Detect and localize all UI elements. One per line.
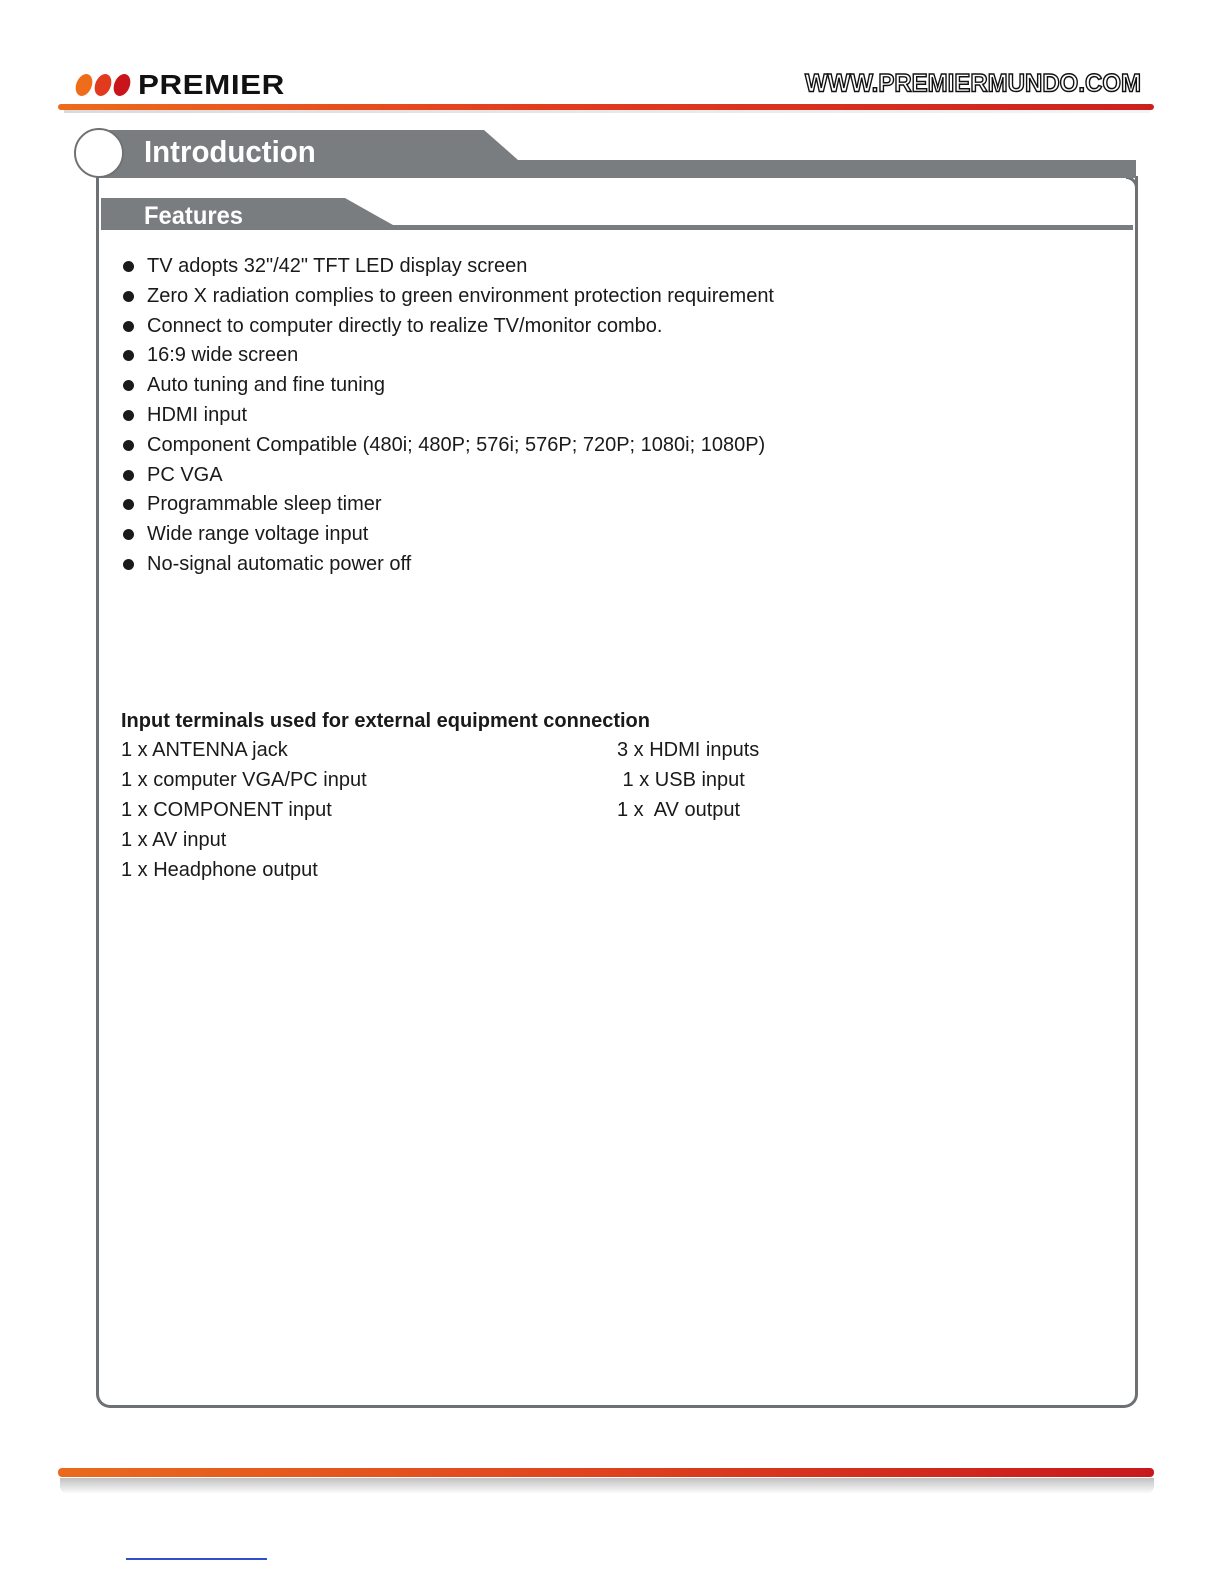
bullet-icon — [123, 499, 134, 510]
feature-text: No-signal automatic power off — [147, 552, 412, 575]
feature-text: HDMI input — [147, 403, 248, 426]
bullet-icon — [123, 440, 134, 451]
feature-item — [120, 550, 774, 580]
footer-divider — [58, 1468, 1154, 1477]
terminal-item: 1 x ANTENNA jack — [121, 739, 288, 761]
bullet-icon — [123, 261, 134, 272]
bullet-icon — [123, 350, 134, 361]
feature-item — [120, 520, 774, 550]
terminals-list-left — [121, 735, 367, 885]
features-list — [120, 252, 774, 580]
logo-dot-dark-red — [112, 74, 133, 96]
terminal-item: 1 x AV output — [617, 799, 741, 821]
feature-text: Connect to computer directly to realize TV/monitor combo. — [147, 314, 663, 337]
feature-item — [120, 490, 774, 520]
terminal-item: 1 x COMPONENT input — [121, 799, 332, 821]
bullet-icon — [123, 559, 134, 570]
feature-item — [120, 282, 774, 312]
header-divider-shadow — [64, 110, 1150, 113]
terminal-item: 3 x HDMI inputs — [617, 739, 760, 761]
footer-divider-shadow — [60, 1478, 1154, 1494]
bullet-icon — [123, 380, 134, 391]
feature-item — [120, 431, 774, 461]
terminal-item: 1 x AV input — [121, 829, 227, 851]
feature-text: Component Compatible (480i; 480P; 576i; 576P; 720P; 1080i; 1080P) — [147, 433, 766, 456]
bullet-icon — [123, 470, 134, 481]
feature-text: Zero X radiation complies to green environment protection requirement — [147, 284, 774, 307]
feature-item — [120, 461, 774, 491]
feature-item — [120, 312, 774, 342]
bullet-icon — [123, 529, 134, 540]
feature-item — [120, 371, 774, 401]
bullet-icon — [123, 321, 134, 332]
feature-item — [120, 341, 774, 371]
logo-dot-orange — [74, 74, 95, 96]
terminal-item: 1 x USB input — [617, 769, 745, 791]
feature-item — [120, 252, 774, 282]
logo-dot-red — [93, 74, 114, 96]
feature-text: Auto tuning and fine tuning — [147, 374, 385, 397]
terminal-item: 1 x computer VGA/PC input — [121, 769, 367, 791]
website-url[interactable]: WWW.PREMIERMUNDO.COM — [805, 69, 1141, 98]
section-title: Introduction — [144, 134, 316, 169]
brand-name: PREMIER — [138, 69, 285, 100]
feature-text: Programmable sleep timer — [147, 493, 382, 516]
feature-text: PC VGA — [147, 463, 223, 486]
subsection-title: Features — [144, 202, 244, 230]
footer-link-underline[interactable] — [126, 1558, 267, 1560]
terminal-item: 1 x Headphone output — [121, 859, 318, 881]
section-circle-icon — [74, 128, 124, 178]
feature-text: Wide range voltage input — [147, 523, 369, 546]
feature-text: 16:9 wide screen — [147, 344, 299, 367]
feature-item — [120, 401, 774, 431]
feature-text: TV adopts 32"/42" TFT LED display screen — [147, 255, 528, 277]
bullet-icon — [123, 410, 134, 421]
terminals-list-right — [617, 735, 759, 825]
bullet-icon — [123, 291, 134, 302]
terminals-heading: Input terminals used for external equipment connection — [121, 710, 650, 732]
